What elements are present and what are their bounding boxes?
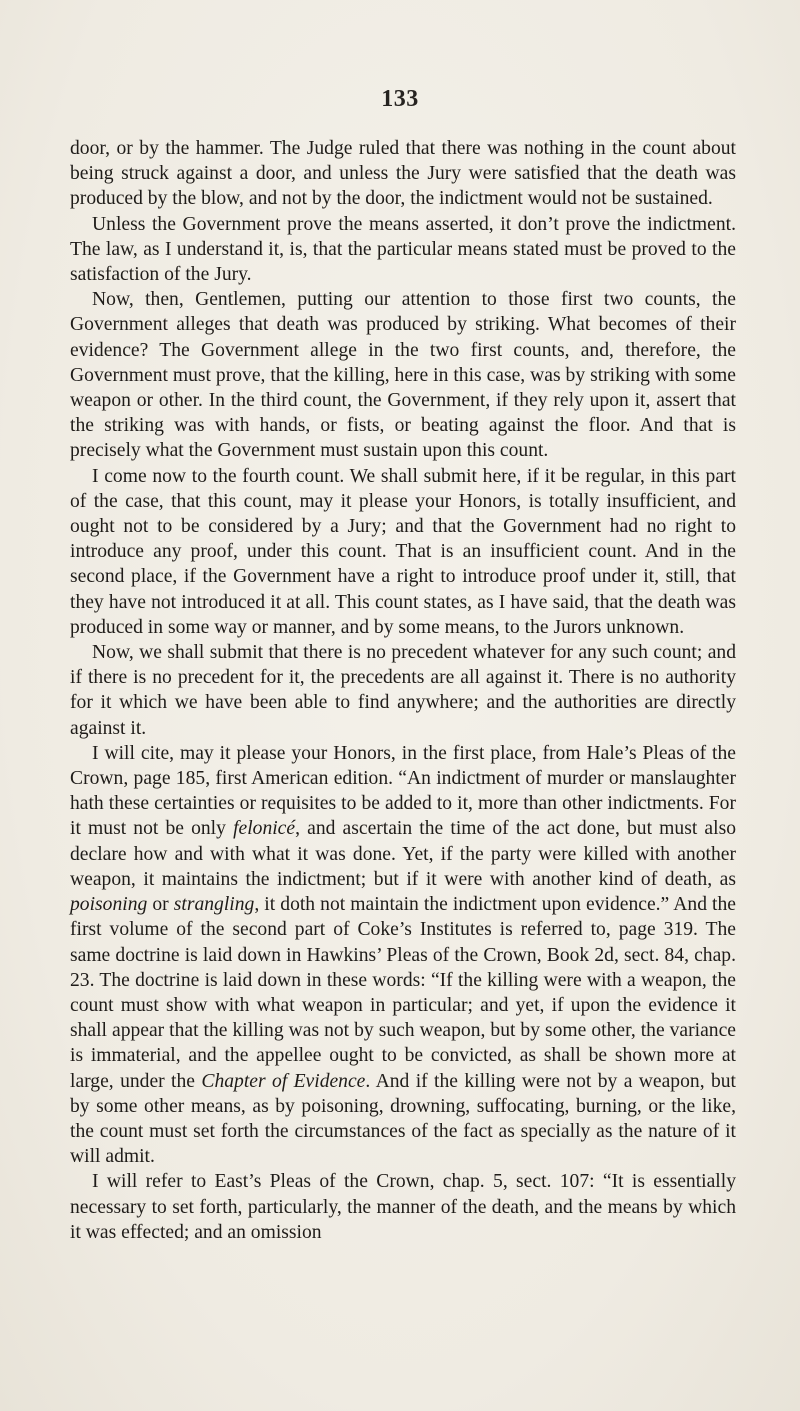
page-number: 133 bbox=[381, 86, 419, 112]
paragraph-6-segment: , and ascertain the time of the act done, but must also declare how and with what it was done. Yet, if the party were killed with another weapon, it maintains the indictment; but if it were with another kind of death, as bbox=[70, 818, 736, 890]
paragraph-2: Unless the Government prove the means asserted, it don’t prove the indictment. The law, as I understand it, is, that the particular means stated must be proved to the satisfaction of the Jury. bbox=[70, 213, 736, 286]
paragraph-6-segment: . And if the killing were not by a weapon, but by some other means, as by poisoning, drowning, suffocating, burning, or the like, the count must set forth the circumstances of the fact as specially as the nature of it will admit. bbox=[70, 1070, 737, 1168]
paragraph-6-italic-chapter-of-evidence: Chapter of Evidence bbox=[201, 1070, 366, 1092]
paragraph-6-italic-poisoning: poisoning bbox=[70, 894, 148, 916]
paragraph-1: door, or by the hammer. The Judge ruled that there was nothing in the count about being struck against a door, and unless the Jury were satisfied that the death was produced by the blow, and not by the door, the indictment would not be sustained. bbox=[70, 138, 736, 210]
paragraph-3: Now, then, Gentlemen, putting our attention to those first two counts, the Government alleges that death was produced by striking. What becomes of their evidence? The Government allege in the two first counts, and, therefore, the Government must prove, that the killing, here in this case, was by striking with some weapon or other. In the third count, the Government, if they rely upon it, assert that the striking was with hands, or fists, or beating against the floor. And that is precisely what the Government must sustain upon this count. bbox=[70, 289, 736, 462]
paragraph-6-italic-strangling: strangling bbox=[173, 894, 255, 916]
paragraph-6-segment: or bbox=[147, 894, 174, 916]
paragraph-4: I come now to the fourth count. We shall submit here, if it be regular, in this part of the case, that this count, may it please your Honors, is totally insufficient, and ought not to be considered by a Jury; and that the Government had no right to introduce any proof, under this count. That is an insufficient count. And in the second place, if the Government have a right to introduce proof under it, still, that they have not introduced it at all. This count states, as I have said, that the death was produced in some way or manner, and by some means, to the Jurors unknown. bbox=[70, 465, 736, 638]
body-text bbox=[70, 136, 736, 1245]
paragraph-6-segment: I will cite, may it please your Honors, in the first place, from Hale’s Pleas of the Crown, page 185, first American edition. “An indictment of murder or manslaughter hath these certainties or requisites to be added to it, more than other indictments. For it must not be only bbox=[70, 742, 736, 840]
paragraph-6-italic-felonice: felonicé bbox=[233, 818, 296, 840]
paragraph-6-segment: , it doth not maintain the indictment upon evidence.” And the first volume of the second part of Coke’s Institutes is referred to, page 319. The same doctrine is laid down in Hawkins’ Pleas of the Crown, Book 2d, sect. 84, chap. 23. The doctrine is laid down in these words: “If the killing were with a weapon, the count must show with what weapon in particular; and yet, if upon the evidence it shall appear that the killing was not by such weapon, but by some other, the variance is immaterial, and the appellee ought to be convicted, as shall be shown more at large, under the bbox=[70, 894, 736, 1092]
paragraph-7: I will refer to East’s Pleas of the Crown, chap. 5, sect. 107: “It is essentially necessary to set forth, particularly, the manner of the death, and the means by which it was effected; and an omission bbox=[70, 1171, 736, 1243]
paragraph-6 bbox=[70, 741, 736, 1169]
paragraph-5: Now, we shall submit that there is no precedent whatever for any such count; and if there is no precedent for it, the precedents are all against it. There is no authority for it which we have been able to find anywhere; and the authorities are directly against it. bbox=[70, 642, 736, 739]
